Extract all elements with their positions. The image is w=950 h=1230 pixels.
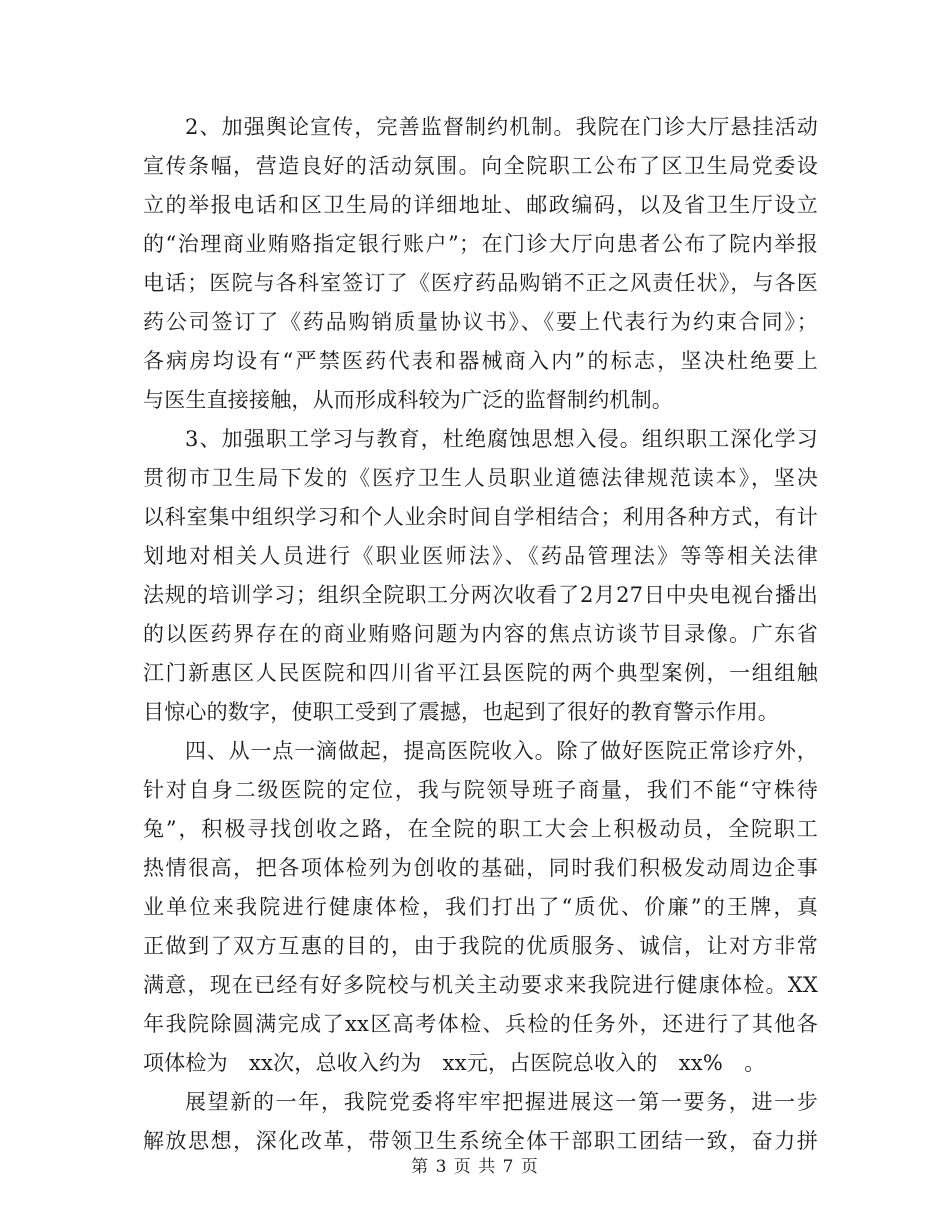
text-line: 目惊心的数字，使职工受到了震撼，也起到了很好的教育警示作用。 bbox=[143, 700, 779, 724]
text-line: 展望新的一年，我院党委将牢牢把握进展这一第一要务，进一步 bbox=[185, 1090, 818, 1114]
text-line: 解放思想，深化改革，带领卫生系统全体干部职工团结一致，奋力拼 bbox=[143, 1129, 818, 1153]
text-line: 电话；医院与各科室签订了《医疗药品购销不正之风责任状》，与各医 bbox=[143, 271, 818, 295]
text-line: 的以医药界存在的商业贿赂问题为内容的焦点访谈节目录像。广东省 bbox=[143, 622, 818, 646]
text-line: 立的举报电话和区卫生局的详细地址、邮政编码，以及省卫生厅设立 bbox=[143, 193, 818, 217]
text-line: 正做到了双方互惠的目的，由于我院的优质服务、诚信，让对方非常 bbox=[143, 934, 818, 958]
text-line: 年我院除圆满完成了xx区高考体检、兵检的任务外，还进行了其他各 bbox=[143, 1012, 818, 1036]
text-line: 与医生直接接触，从而形成科较为广泛的监督制约机制。 bbox=[143, 388, 673, 412]
text-line: 针对自身二级医院的定位，我与院领导班子商量，我们不能“守株待 bbox=[143, 778, 818, 802]
text-line: 热情很高，把各项体检列为创收的基础，同时我们积极发动周边企事 bbox=[143, 856, 818, 880]
text-line: 的“治理商业贿赂指定银行账户”；在门诊大厅向患者公布了院内举报 bbox=[143, 232, 818, 256]
text-line: 法规的培训学习；组织全院职工分两次收看了2月27日中央电视台播出 bbox=[143, 583, 818, 607]
text-line: 药公司签订了《药品购销质量协议书》、《要上代表行为约束合同》； bbox=[143, 310, 818, 334]
page-footer: 第 3 页 共 7 页 bbox=[411, 1157, 539, 1177]
document-body bbox=[143, 108, 818, 1161]
text-line: 贯彻市卫生局下发的《医疗卫生人员职业道德法律规范读本》，坚决 bbox=[143, 466, 818, 490]
text-line: 划地对相关人员进行《职业医师法》、《药品管理法》等等相关法律 bbox=[143, 544, 818, 568]
text-line: 宣传条幅，营造良好的活动氛围。向全院职工公布了区卫生局党委设 bbox=[143, 154, 818, 178]
text-line: 江门新惠区人民医院和四川省平江县医院的两个典型案例，一组组触 bbox=[143, 661, 818, 685]
text-line: 满意，现在已经有好多院校与机关主动要求来我院进行健康体检。XX bbox=[143, 973, 818, 997]
text-line: 项体检为 xx次，总收入约为 xx元，占医院总收入的 xx% 。 bbox=[143, 1051, 766, 1075]
text-line: 业单位来我院进行健康体检，我们打出了“质优、价廉”的王牌，真 bbox=[143, 895, 818, 919]
text-line: 3、加强职工学习与教育，杜绝腐蚀思想入侵。组织职工深化学习 bbox=[185, 427, 818, 451]
text-line: 兔”，积极寻找创收之路，在全院的职工大会上积极动员，全院职工 bbox=[143, 817, 818, 841]
text-line: 四、从一点一滴做起，提高医院收入。除了做好医院正常诊疗外， bbox=[185, 739, 818, 763]
text-line: 以科室集中组织学习和个人业余时间自学相结合；利用各种方式，有计 bbox=[143, 505, 818, 529]
text-line: 2、加强舆论宣传，完善监督制约机制。我院在门诊大厅悬挂活动 bbox=[185, 115, 818, 139]
text-line: 各病房均设有“严禁医药代表和器械商入内”的标志，坚决杜绝要上 bbox=[143, 349, 818, 373]
